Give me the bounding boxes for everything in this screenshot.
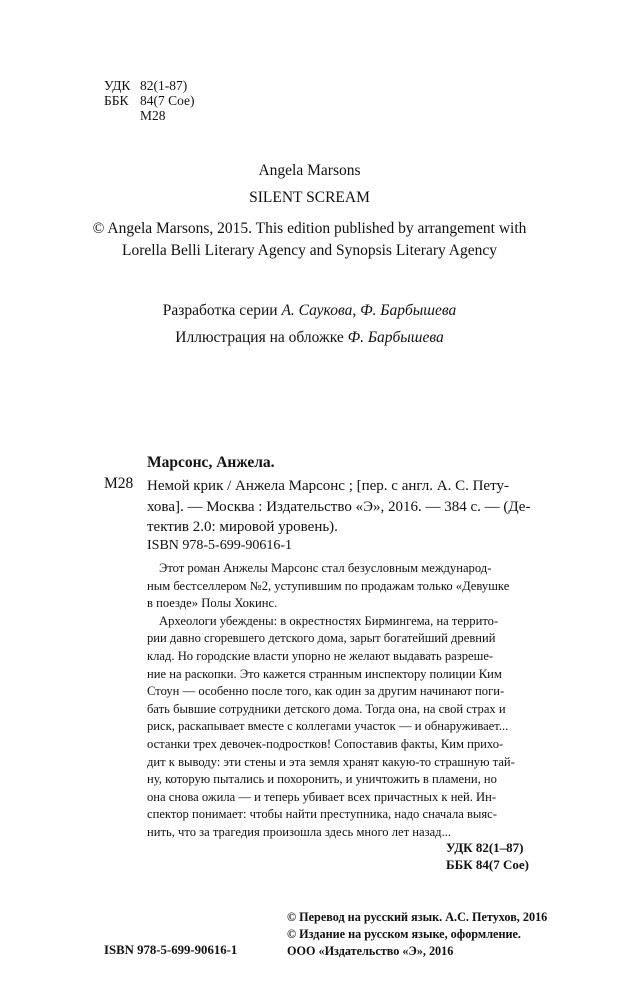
bbk-value: 84(7 Сое) [140,93,195,108]
annotation-line: дит к выводу: эти стены и эта земля хранят какую-то страшную тай- [147,754,515,769]
author-mark-value: М28 [140,108,166,123]
classification-codes [104,78,195,123]
annotation-line: в поезде» Полы Хокинс. [147,596,278,611]
annotation-line: нить, что за трагедия произошла здесь много лет назад... [147,824,452,839]
bib-line: Немой крик / Анжела Марсонс ; [пер. с англ. А. С. Пету- [147,478,509,494]
annotation-line: ние на раскопки. Это кажется странным инспектору полиции Ким [147,666,502,681]
author-mark-row [104,108,195,123]
original-copyright [0,218,619,262]
bbk-row [104,93,195,108]
series-credit-names: А. Саукова, Ф. Барбышева [281,302,457,319]
original-author: Angela Marsons [258,162,361,179]
copyright-line: Lorella Belli Literary Agency and Synopsis Literary Agency [122,242,497,259]
annotation-line: ным бестселлером №2, уступившим по продажам только «Девушке [147,578,510,593]
author-mark-key [104,108,140,123]
annotation [147,560,515,842]
copyright-line: © Перевод на русский язык. А.С. Петухов, 2016 [287,910,548,924]
annotation-line: бать бывшие сотрудники детского дома. Тогда она, на свой страх и [147,701,506,716]
annotation-line: риск, раскапывает вместе с коллегами участок — и обнаруживает... [147,719,509,734]
bib-line: хова]. — Москва : Издательство «Э», 2016. — 384 с. — (Де- [147,498,531,515]
cover-credit [0,327,619,349]
annotation-line: спектор понимает: чтобы найти преступника, надо сначала выяс- [147,807,497,822]
bib-line: тектив 2.0: мировой уровень). [147,519,338,535]
cover-credit-name: Ф. Барбышева [347,329,444,346]
annotation-line: рии давно сгоревшего детского дома, зарыт богатейший древний [147,631,496,646]
copyright-line: © Издание на русском языке, оформление. [287,927,521,941]
card-isbn: ISBN 978-5-699-90616-1 [147,538,293,553]
bottom-codes [446,839,529,873]
russian-copyright [287,909,547,960]
series-credit [0,300,619,322]
bottom-isbn: ISBN 978-5-699-90616-1 [104,943,238,957]
annotation-line: останки трех девочек-подростков! Сопоставив факты, Ким прихо- [147,736,504,751]
annotation-line: Археологи убеждены: в окрестностях Бирмингема, на террито- [159,613,499,628]
udk-value: 82(1-87) [140,78,188,93]
original-title: SILENT SCREAM [249,189,370,206]
annotation-line: ну, которую пытались и похоронить, и уничтожить в пламени, но [147,772,497,787]
bbk-key: ББК [104,93,129,108]
card-author: Марсонс, Анжела. [147,454,275,471]
annotation-line: Стоун — особенно после того, как один за другим начинают поги- [147,684,505,699]
annotation-line: клад. Но городские власти упорно не желают выдавать разреше- [147,648,494,663]
annotation-line: она снова ожила — и теперь убивает всех причастных к ней. Ин- [147,789,497,804]
bottom-bbk: ББК 84(7 Сое) [446,857,529,872]
annotation-line: Этот роман Анжелы Марсонс стал безусловным международ- [159,561,492,575]
cover-credit-label: Иллюстрация на обложке [175,329,348,346]
series-credit-label: Разработка серии [162,302,282,319]
card-code: М28 [104,475,134,492]
udk-row [104,78,195,93]
copyright-line: © Angela Marsons, 2015. This edition published by arrangement with [92,220,527,237]
udk-key: УДК [104,78,131,93]
bibliographic-description [147,476,557,538]
copyright-line: ООО «Издательство «Э», 2016 [287,944,454,958]
bottom-udk: УДК 82(1–87) [446,840,524,855]
